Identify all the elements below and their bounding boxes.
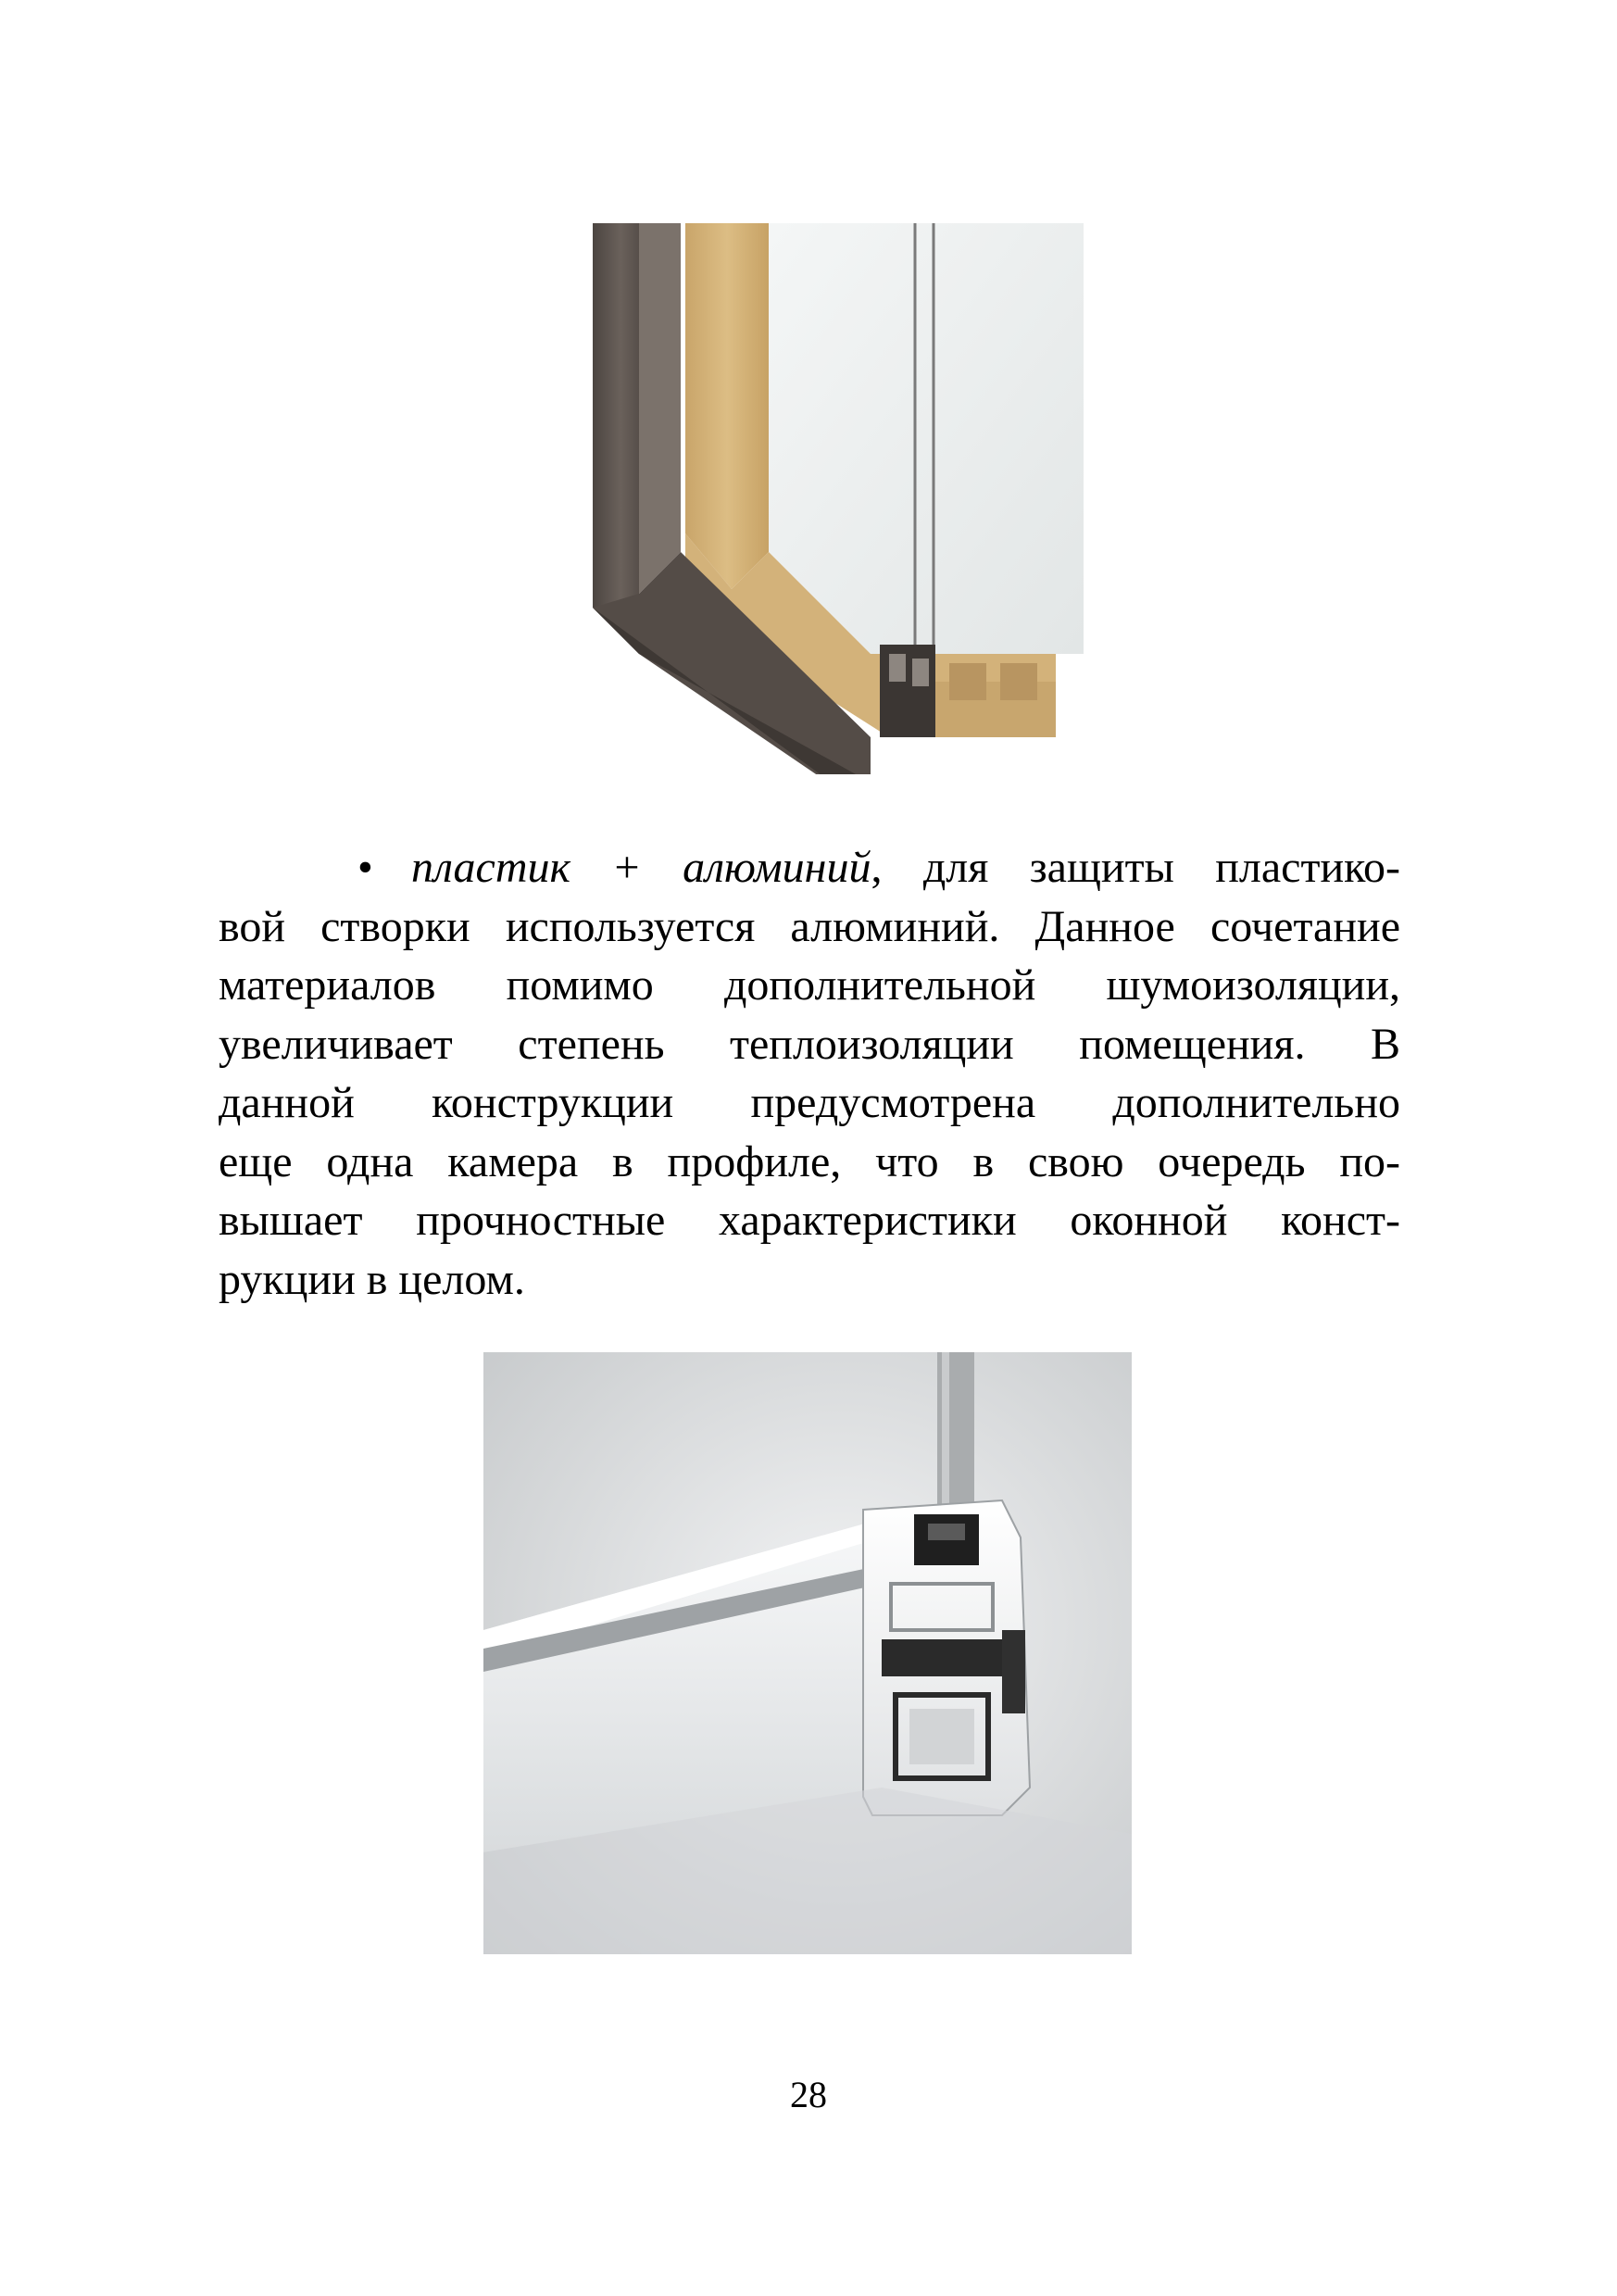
- page-number: 28: [790, 2074, 827, 2115]
- paragraph-line-7: вышает прочностные характеристики оконной конст-: [219, 1196, 1400, 1245]
- bullet-glyph: •: [357, 843, 373, 892]
- pvc-profile-figure: [483, 1352, 1132, 1954]
- pvc-profile-illustration: [483, 1352, 1132, 1954]
- paragraph-line-6: еще одна камера в профиле, что в свою очередь по-: [219, 1136, 1400, 1186]
- paragraph-line-1-text: , для защиты пластико-: [871, 843, 1401, 892]
- paragraph-line-5: данной конструкции предусмотрена дополнительно: [219, 1078, 1400, 1127]
- paragraph-line-8: рукции в целом.: [219, 1254, 525, 1304]
- bullet-paragraph: [219, 838, 1400, 1309]
- material-term: пластик + алюминий: [411, 843, 871, 892]
- paragraph-line-3: материалов помимо дополнительной шумоизоляции,: [219, 960, 1400, 1010]
- paragraph-line-4: увеличивает степень теплоизоляции помещения. В: [219, 1019, 1400, 1069]
- wood-aluminium-profile-figure: [583, 219, 1084, 774]
- wood-aluminium-profile-illustration: [583, 219, 1084, 774]
- paragraph-line-2: вой створки используется алюминий. Данное сочетание: [219, 901, 1400, 951]
- paragraph-line-1: [219, 838, 1400, 897]
